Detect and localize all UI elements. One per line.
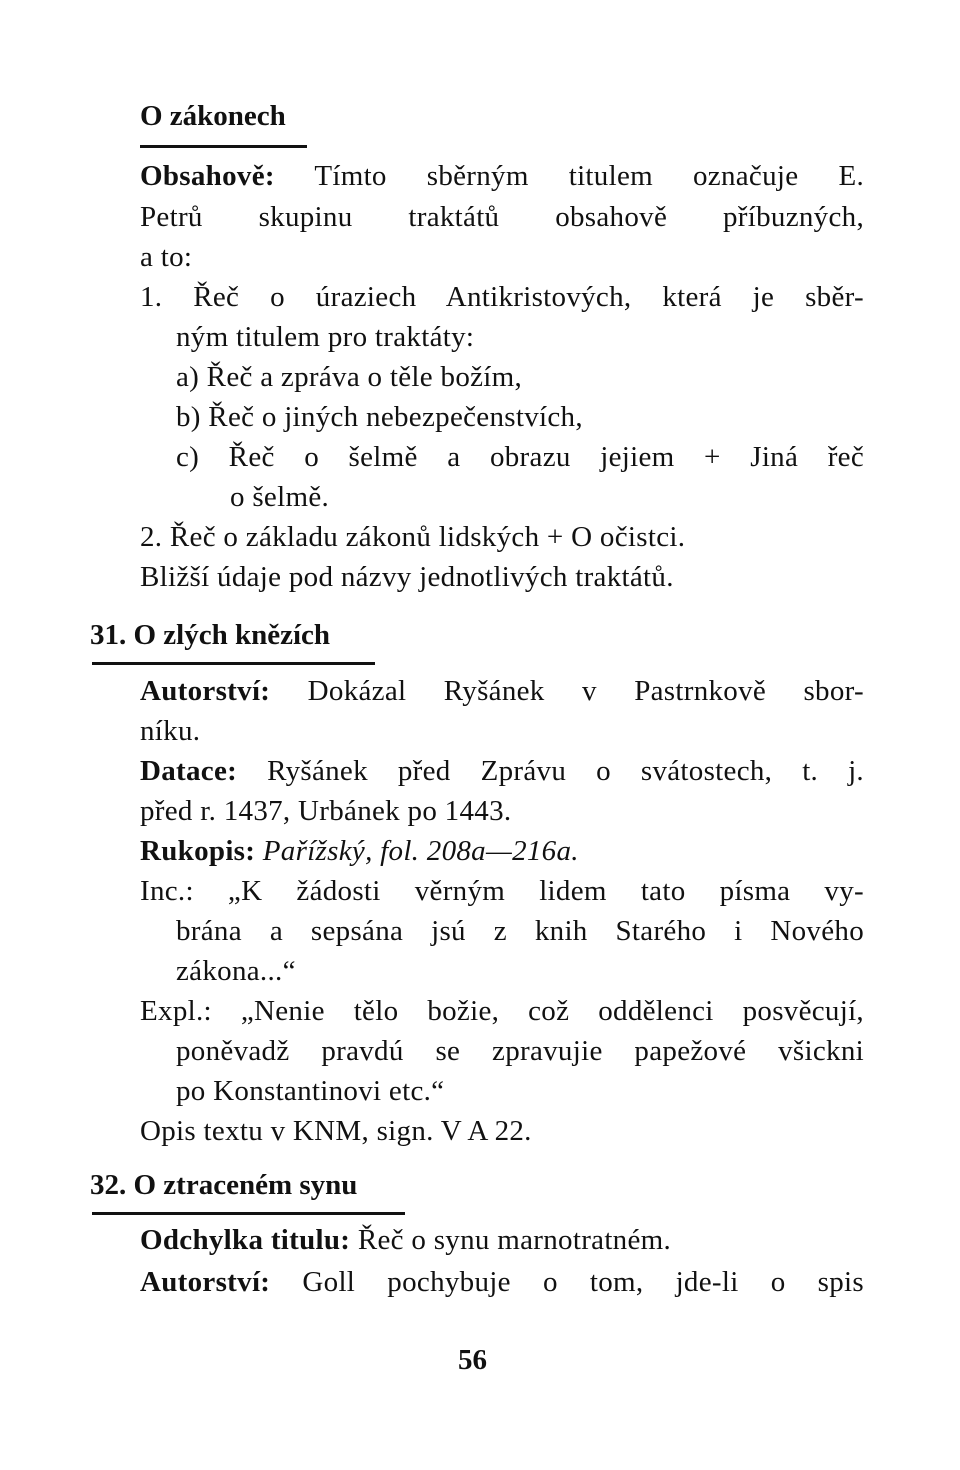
text-line: před r. 1437, Urbánek po 1443. — [140, 795, 512, 827]
text-line: a to: — [140, 241, 193, 273]
text-line: Petrů skupinu traktátů obsahově příbuzných, — [140, 201, 864, 233]
text-line: Autorství: Goll pochybuje o tom, jde-li o spis — [140, 1266, 864, 1298]
list-item-a: a) Řeč a zpráva o těle božím, — [176, 361, 523, 393]
field-label-datace: Datace: — [140, 755, 238, 787]
title-underline — [140, 145, 307, 148]
entry-32-title: 32. O ztraceném synu — [90, 1169, 358, 1201]
text-line: Bližší údaje pod názvy jednotlivých traktátů. — [140, 561, 674, 593]
text-line: Obsahově: Tímto sběrným titulem označuje E. — [140, 160, 865, 192]
text-line: Rukopis: Pařížský, fol. 208a—216a. — [140, 835, 579, 867]
text-line: ným titulem pro traktáty: — [176, 321, 475, 353]
entry-number: 32. — [90, 1169, 127, 1201]
entry-31-title: 31. O zlých knězích — [90, 619, 331, 651]
title-underline — [92, 662, 375, 665]
page-number: 56 — [458, 1344, 487, 1376]
list-item-c: c) Řeč o šelmě a obrazu jejiem + Jiná řeč — [176, 441, 864, 473]
field-label-odchylka: Odchylka titulu: — [140, 1224, 351, 1256]
field-label-obsahove: Obsahově: — [140, 160, 275, 192]
field-label-autorstvi: Autorství: — [140, 1266, 271, 1298]
text-line: Autorství: Dokázal Ryšánek v Pastrnkově sbor- — [140, 675, 864, 707]
list-item-2: 2. Řeč o základu zákonů lidských + O očistci. — [140, 521, 686, 553]
text-line: Datace: Ryšánek před Zprávu o svátostech, t. j. — [140, 755, 864, 787]
explicit-line: poněvadž pravdú se zpravujie papežové všickni — [176, 1035, 864, 1067]
list-item-1: 1. Řeč o úraziech Antikristových, která je sběr- — [140, 281, 864, 313]
title-underline — [92, 1212, 405, 1215]
incipit-line: brána a sepsána jsú z knih Starého i Nového — [176, 915, 864, 947]
text-line: Odchylka titulu: Řeč o synu marnotratném. — [140, 1224, 672, 1256]
field-label-autorstvi: Autorství: — [140, 675, 271, 707]
explicit-line: po Konstantinovi etc.“ — [176, 1075, 445, 1107]
incipit-line: Inc.: „K žádosti věrným lidem tato písma vy- — [140, 875, 864, 907]
list-item-b: b) Řeč o jiných nebezpečenstvích, — [176, 401, 583, 433]
section-title-zakonech: O zákonech — [140, 100, 286, 132]
explicit-line: Expl.: „Nenie tělo božie, což oddělenci posvěcují, — [140, 995, 864, 1027]
text-line: o šelmě. — [230, 481, 330, 513]
field-label-rukopis: Rukopis: — [140, 835, 256, 867]
incipit-line: zákona...“ — [176, 955, 296, 987]
text-line: níku. — [140, 715, 201, 747]
text-line: Opis textu v KNM, sign. V A 22. — [140, 1115, 532, 1147]
entry-number: 31. — [90, 619, 127, 651]
